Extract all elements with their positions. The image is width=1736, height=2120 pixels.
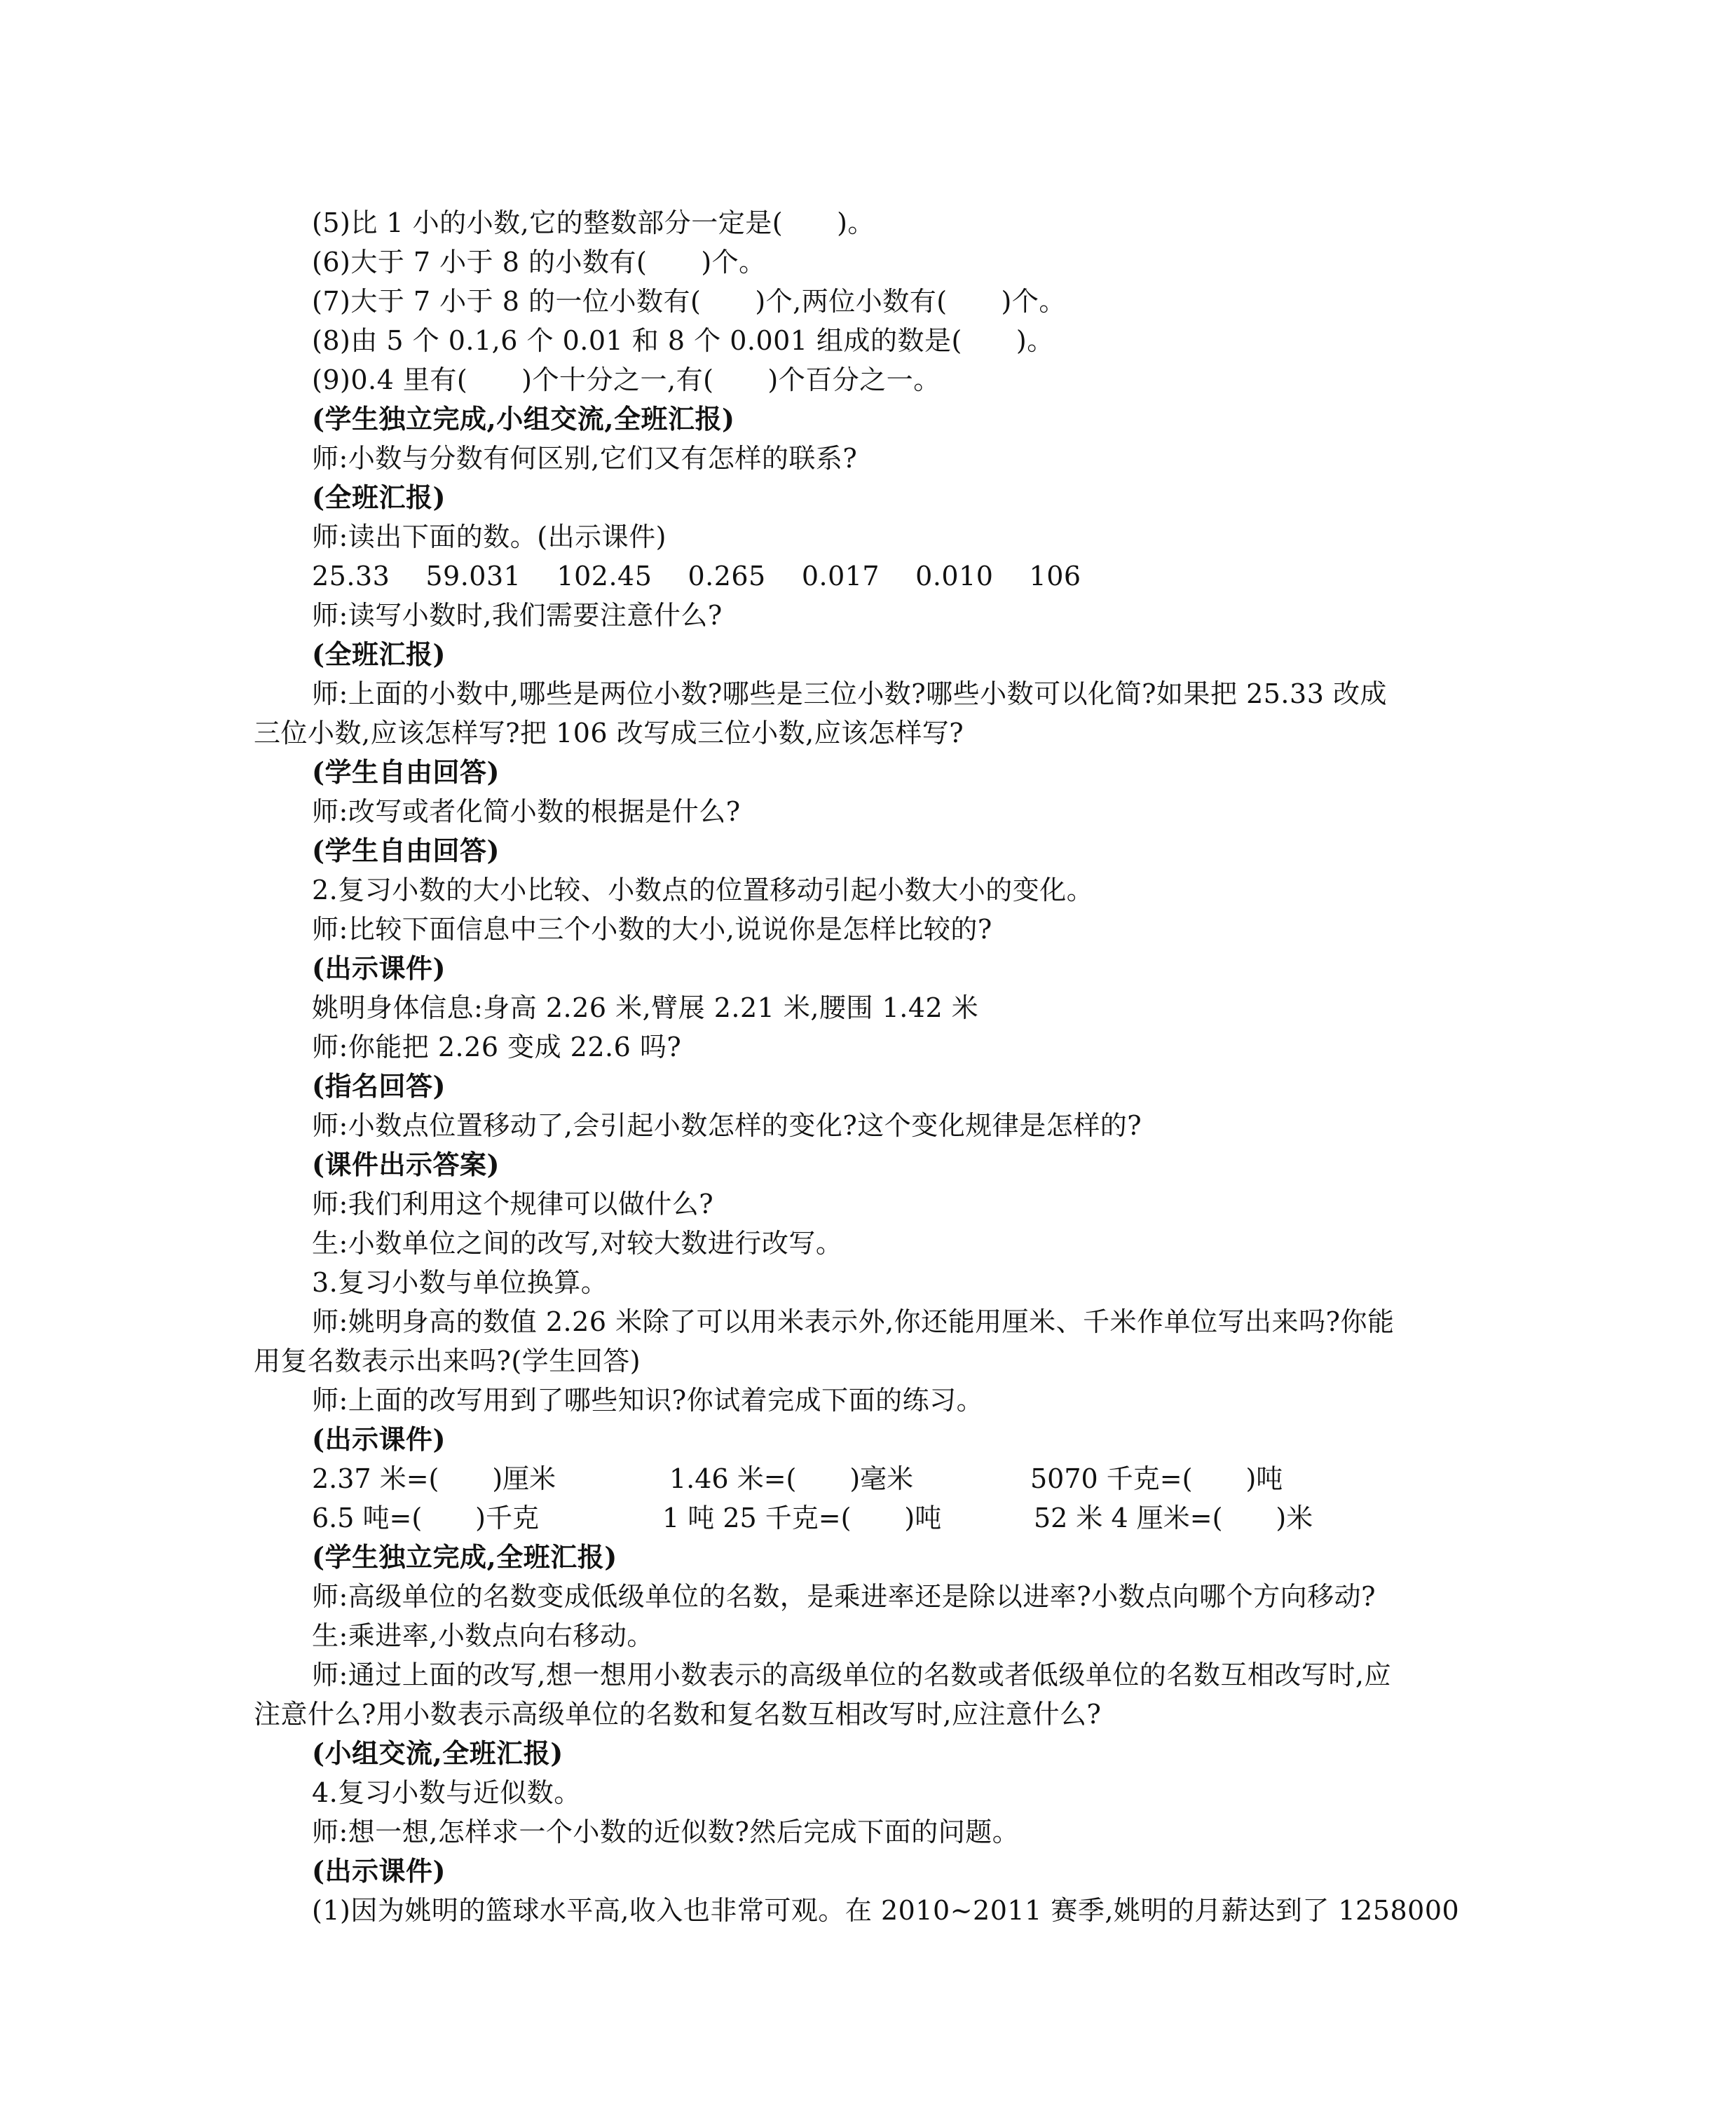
exercise-row: [312, 1459, 1283, 1498]
text-line: 师:姚明身高的数值 2.26 米除了可以用米表示外,你还能用厘米、千米作单位写出来吗?你能: [312, 1306, 1395, 1337]
text-line: (出示课件): [312, 952, 446, 984]
exercise-item: 1 吨 25 千克=( )吨: [662, 1503, 942, 1533]
text-line: 师:改写或者化简小数的根据是什么?: [312, 796, 741, 827]
text-line: 25.33 59.031 102.45 0.265 0.017 0.010 106: [312, 561, 1081, 591]
text-line: (7)大于 7 小于 8 的一位小数有( )个,两位小数有( )个。: [312, 286, 1066, 317]
text-line: 师:通过上面的改写,想一想用小数表示的高级单位的名数或者低级单位的名数互相改写时,应: [312, 1660, 1391, 1690]
text-line: 师:比较下面信息中三个小数的大小,说说你是怎样比较的?: [312, 914, 992, 945]
text-line: 3.复习小数与单位换算。: [312, 1267, 608, 1298]
text-line: 姚明身体信息:身高 2.26 米,臂展 2.21 米,腰围 1.42 米: [312, 992, 979, 1023]
text-line: (小组交流,全班汇报): [312, 1737, 563, 1769]
text-line: 生:小数单位之间的改写,对较大数进行改写。: [312, 1228, 843, 1259]
text-line: (学生独立完成,全班汇报): [312, 1541, 617, 1573]
text-line: (1)因为姚明的篮球水平高,收入也非常可观。在 2010~2011 赛季,姚明的月薪达到了 1258000: [312, 1895, 1460, 1926]
text-line: 师:读出下面的数。(出示课件): [312, 521, 667, 552]
text-line: 师:小数与分数有何区别,它们又有怎样的联系?: [312, 443, 858, 474]
text-line: (指名回答): [312, 1070, 446, 1102]
text-line: (全班汇报): [312, 481, 446, 513]
text-line: 师:我们利用这个规律可以做什么?: [312, 1189, 714, 1219]
text-line: 师:小数点位置移动了,会引起小数怎样的变化?这个变化规律是怎样的?: [312, 1110, 1142, 1141]
text-line: 2.复习小数的大小比较、小数点的位置移动引起小数大小的变化。: [312, 875, 1094, 905]
text-line: 三位小数,应该怎样写?把 106 改写成三位小数,应该怎样写?: [254, 718, 964, 748]
text-line: (5)比 1 小的小数,它的整数部分一定是( )。: [312, 207, 875, 238]
text-line: (出示课件): [312, 1855, 446, 1887]
text-line: 师:高级单位的名数变成低级单位的名数，是乘进率还是除以进率?小数点向哪个方向移动?: [312, 1581, 1376, 1612]
text-line: (课件出示答案): [312, 1149, 500, 1180]
text-line: 师:上面的小数中,哪些是两位小数?哪些是三位小数?哪些小数可以化简?如果把 25.33 改成: [312, 678, 1387, 709]
text-line: (学生自由回答): [312, 835, 500, 866]
exercise-item: 52 米 4 厘米=( )米: [1034, 1503, 1313, 1533]
text-line: 师:读写小数时,我们需要注意什么?: [312, 600, 723, 631]
text-line: (学生独立完成,小组交流,全班汇报): [312, 403, 735, 435]
text-line: (出示课件): [312, 1423, 446, 1455]
exercise-item: 6.5 吨=( )千克: [312, 1503, 540, 1533]
text-line: (9)0.4 里有( )个十分之一,有( )个百分之一。: [312, 364, 941, 395]
text-line: 4.复习小数与近似数。: [312, 1777, 581, 1808]
text-line: (全班汇报): [312, 638, 446, 670]
text-line: (8)由 5 个 0.1,6 个 0.01 和 8 个 0.001 组成的数是( )。: [312, 325, 1054, 356]
exercise-item: 1.46 米=( )毫米: [669, 1463, 914, 1494]
exercise-row: [312, 1498, 1313, 1538]
exercise-item: 5070 千克=( )吨: [1030, 1463, 1283, 1494]
exercise-item: 2.37 米=( )厘米: [312, 1463, 556, 1494]
text-line: 注意什么?用小数表示高级单位的名数和复名数互相改写时,应注意什么?: [254, 1699, 1102, 1730]
text-line: 用复名数表示出来吗?(学生回答): [254, 1346, 641, 1376]
text-line: 生:乘进率,小数点向右移动。: [312, 1620, 654, 1651]
text-line: (学生自由回答): [312, 756, 500, 788]
text-line: (6)大于 7 小于 8 的小数有( )个。: [312, 247, 766, 278]
text-line: 师:想一想,怎样求一个小数的近似数?然后完成下面的问题。: [312, 1817, 1020, 1847]
text-line: 师:你能把 2.26 变成 22.6 吗?: [312, 1032, 682, 1062]
text-line: 师:上面的改写用到了哪些知识?你试着完成下面的练习。: [312, 1385, 984, 1416]
